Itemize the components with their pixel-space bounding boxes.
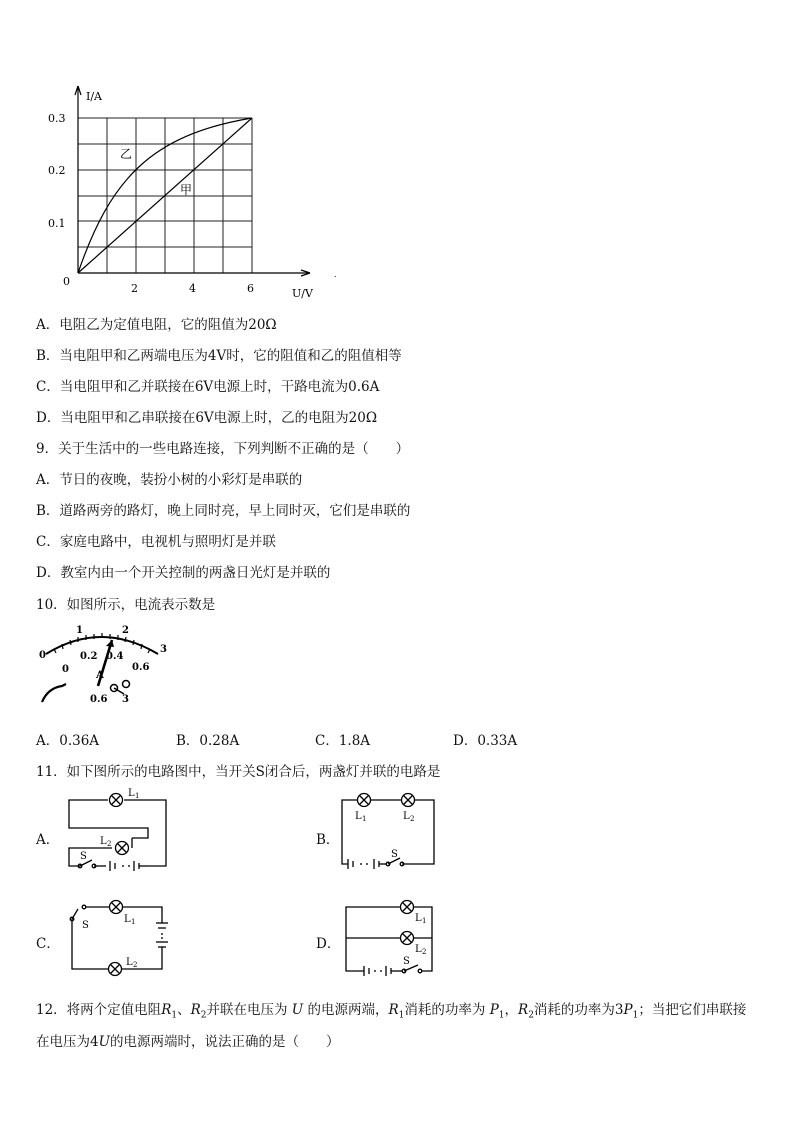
q11-label-c: C． bbox=[36, 936, 60, 952]
switch-label: S bbox=[80, 851, 87, 862]
var-r: R bbox=[518, 1002, 529, 1018]
q10-option-b: B．0.28A bbox=[176, 733, 240, 749]
subscript: 2 bbox=[528, 1010, 534, 1021]
switch-label: S bbox=[403, 956, 410, 967]
lamp-label: L bbox=[355, 811, 362, 822]
terminal-label: 3 bbox=[122, 694, 129, 705]
var-u: U bbox=[291, 1002, 304, 1018]
outer-scale: 0 bbox=[39, 650, 46, 661]
q12-text: 的电源两端时，说法正确的是（ ） bbox=[109, 1034, 340, 1050]
terminal-label: 0.6 bbox=[90, 694, 108, 705]
var-r: R bbox=[161, 1002, 172, 1018]
lamp-subscript: 1 bbox=[422, 917, 427, 925]
subscript: 1 bbox=[498, 1010, 505, 1021]
q12-text: ；当把它们串联接 bbox=[638, 1002, 747, 1018]
subscript: 1 bbox=[398, 1010, 405, 1021]
y-axis-label: I/A bbox=[86, 90, 102, 103]
inner-scale: 0.6 bbox=[132, 662, 150, 673]
x-tick: 2 bbox=[131, 282, 138, 295]
x-tick: 6 bbox=[247, 282, 254, 295]
lamp-label: L bbox=[100, 836, 107, 847]
inner-scale: 0.4 bbox=[106, 651, 124, 662]
var-r: R bbox=[190, 1002, 201, 1018]
lamp-subscript: 2 bbox=[107, 840, 112, 848]
q11-label-b: B． bbox=[316, 832, 340, 848]
origin-label: 0 bbox=[63, 275, 70, 288]
q12-stem-line2 bbox=[36, 1030, 339, 1050]
circuit-a bbox=[60, 788, 175, 876]
var-p: P bbox=[489, 1002, 499, 1018]
lamp-label: L bbox=[126, 957, 133, 968]
q12-text: 12．将两个定值电阻 bbox=[36, 1002, 162, 1018]
x-tick: 4 bbox=[189, 282, 196, 295]
var-r: R bbox=[388, 1002, 399, 1018]
q9-stem: 9．关于生活中的一些电路连接，下列判断不正确的是（ ） bbox=[36, 441, 410, 457]
q9-option-c: C．家庭电路中，电视机与照明灯是并联 bbox=[36, 534, 276, 550]
q8-option-b: B．当电阻甲和乙两端电压为4V时，它的阻值和乙的阻值相等 bbox=[36, 348, 402, 364]
circuit-d bbox=[340, 895, 440, 977]
switch-label: S bbox=[391, 849, 398, 860]
q12-text: 消耗的功率为 bbox=[404, 1002, 486, 1018]
outer-scale: 2 bbox=[122, 625, 129, 636]
lamp-label: L bbox=[415, 944, 422, 955]
q11-stem: 11．如下图所示的电路图中，当开关S闭合后，两盏灯并联的电路是 bbox=[36, 764, 441, 780]
var-u: U bbox=[98, 1034, 110, 1050]
subscript: 1 bbox=[632, 1010, 639, 1021]
y-tick: 0.1 bbox=[48, 217, 66, 230]
q9-option-b: B．道路两旁的路灯，晚上同时亮，早上同时灭，它们是串联的 bbox=[36, 503, 411, 519]
q10-option-d: D．0.33A bbox=[453, 733, 518, 749]
circuit-b bbox=[338, 788, 443, 872]
lamp-subscript: 2 bbox=[133, 961, 138, 969]
line-jia-label: 甲 bbox=[180, 183, 193, 197]
lamp-subscript: 2 bbox=[410, 815, 415, 823]
iu-graph bbox=[40, 80, 350, 310]
q8-option-a: A．电阻乙为定值电阻，它的阻值为20Ω bbox=[36, 317, 277, 333]
lamp-label: L bbox=[415, 913, 422, 924]
circuit-c bbox=[62, 895, 174, 977]
q10-option-c: C．1.8A bbox=[315, 733, 371, 749]
curve-yi-label: 乙 bbox=[120, 147, 133, 161]
inner-scale: 0 bbox=[62, 664, 69, 675]
lamp-subscript: 1 bbox=[131, 918, 136, 926]
lamp-label: L bbox=[128, 788, 135, 799]
lamp-label: L bbox=[124, 914, 131, 925]
outer-scale: 3 bbox=[160, 644, 167, 655]
ammeter-figure bbox=[36, 622, 176, 712]
q12-text: 在电压为4 bbox=[36, 1034, 99, 1050]
unit-label: A bbox=[96, 670, 104, 681]
q12-text: 消耗的功率为3 bbox=[533, 1002, 624, 1018]
y-tick: 0.2 bbox=[48, 164, 66, 177]
q12-text: 的电源两端， bbox=[307, 1002, 389, 1018]
q8-option-c: C．当电阻甲和乙并联接在6V电源上时，干路电流为0.6A bbox=[36, 379, 380, 395]
y-tick: 0.3 bbox=[48, 112, 66, 125]
q9-option-d: D．教室内由一个开关控制的两盏日光灯是并联的 bbox=[36, 565, 331, 581]
q10-option-a: A．0.36A bbox=[36, 733, 100, 749]
q12-text: ， bbox=[504, 1002, 519, 1018]
q12-text: 、 bbox=[177, 1002, 191, 1018]
x-axis-label: U/V bbox=[292, 287, 313, 300]
lamp-subscript: 1 bbox=[135, 792, 140, 800]
q10-stem: 10．如图所示，电流表示数是 bbox=[36, 597, 216, 613]
lamp-label: L bbox=[403, 811, 410, 822]
subscript: 2 bbox=[200, 1010, 207, 1021]
svg-text:.: . bbox=[334, 270, 337, 279]
q9-option-a: A．节日的夜晚，装扮小树的小彩灯是串联的 bbox=[36, 472, 303, 488]
switch-label: S bbox=[82, 920, 89, 931]
lamp-subscript: 1 bbox=[362, 815, 367, 823]
q8-option-d: D．当电阻甲和乙串联接在6V电源上时，乙的电阻为20Ω bbox=[36, 410, 378, 426]
q12-stem-line1 bbox=[36, 998, 746, 1021]
inner-scale: 0.2 bbox=[80, 651, 98, 662]
q12-text: 并联在电压为 bbox=[206, 1002, 288, 1018]
q11-label-a: A． bbox=[36, 832, 60, 848]
var-p: P bbox=[623, 1002, 633, 1018]
q11-label-d: D． bbox=[316, 936, 341, 952]
subscript: 1 bbox=[171, 1010, 178, 1021]
outer-scale: 1 bbox=[76, 625, 83, 636]
lamp-subscript: 2 bbox=[422, 948, 427, 956]
